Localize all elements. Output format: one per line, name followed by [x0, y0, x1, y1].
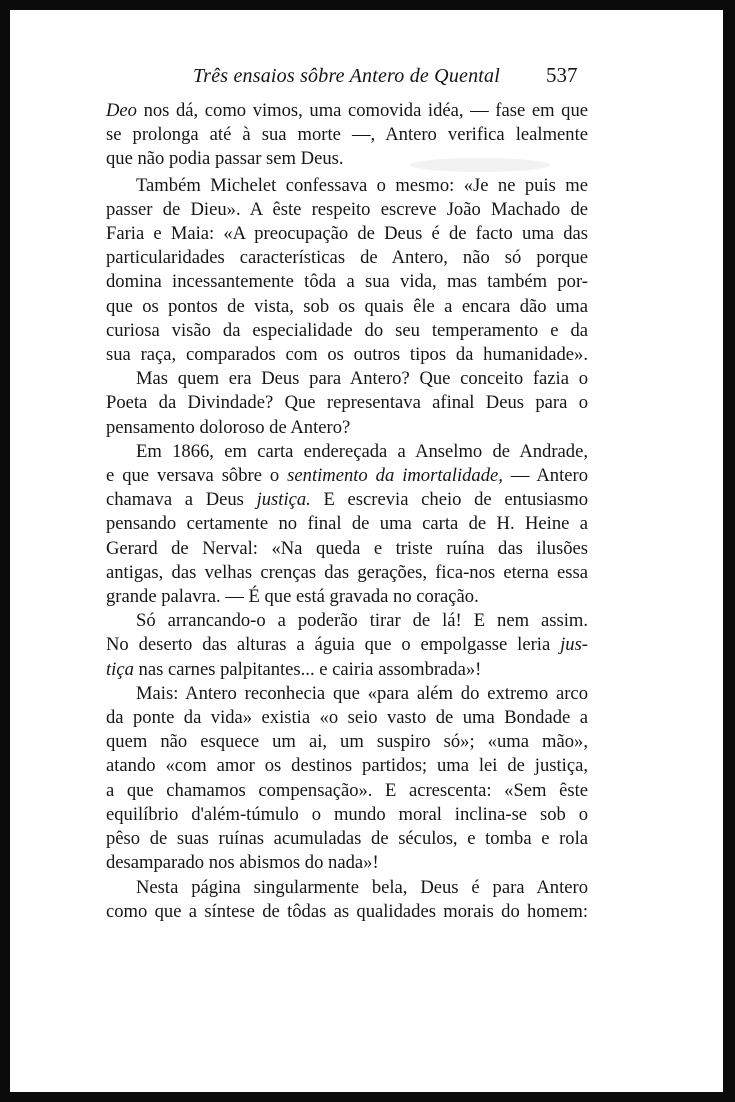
- text-line: Nesta página singularmente bela, Deus é para Antero: [136, 876, 588, 898]
- text-line: se prolonga até à sua morte —, Antero verifica lealmente: [106, 124, 588, 146]
- body-text: [106, 99, 588, 924]
- text-line: grande palavra. — É que está gravada no coração.: [106, 586, 479, 608]
- text-line: [106, 658, 588, 682]
- italic-text: justiça.: [256, 489, 311, 511]
- text-line: atando «com amor os destinos partidos; uma lei de justiça,: [106, 755, 588, 777]
- page-header: [10, 63, 723, 95]
- text-line: pêso de suas ruínas acumuladas de séculos, e tomba e rola: [106, 828, 588, 850]
- scan-smudge: [410, 158, 550, 172]
- italic-text: sentimento da imortalidade,: [287, 465, 503, 487]
- paragraph: [106, 609, 588, 682]
- text-line: quem não esquece um ai, um suspiro só»; «uma mão»,: [106, 731, 588, 753]
- text-line: Poeta da Divindade? Que representava afinal Deus para o: [106, 392, 588, 414]
- text-run: nas carnes palpitantes... e cairia assombrada»!: [133, 658, 482, 680]
- text-line: [106, 609, 588, 633]
- text-line: [106, 488, 588, 512]
- italic-text: tiça: [106, 658, 134, 680]
- italic-text: Deo: [106, 100, 137, 121]
- text-line: Faria e Maia: «A preocupação de Deus é de facto uma das: [106, 223, 588, 245]
- text-line: desamparado nos abismos do nada»!: [106, 852, 379, 874]
- text-line: da ponte da vida» existia «o seio vasto de uma Bondade a: [106, 707, 588, 729]
- paragraph: [106, 682, 588, 876]
- running-title: Três ensaios sôbre Antero de Quental: [193, 65, 501, 87]
- text-line: [106, 464, 588, 488]
- text-line: Em 1866, em carta endereçada a Anselmo de Andrade,: [136, 440, 588, 462]
- text-line: pensando certamente no final de uma carta de H. Heine a: [106, 513, 588, 535]
- paragraph: [106, 174, 588, 368]
- text-line: Também Michelet confessava o mesmo: «Je ne puis me: [136, 174, 588, 196]
- paragraph: [106, 876, 588, 924]
- paragraph: [106, 440, 588, 609]
- text-line: curiosa visão da especialidade do seu temperamento e da: [106, 319, 588, 341]
- text-run: E escrevia cheio de entusiasmo: [310, 489, 588, 511]
- text-line: equilíbrio d'além-túmulo o mundo moral inclina-se sob o: [106, 803, 588, 825]
- text-line: pensamento doloroso de Antero?: [106, 416, 351, 438]
- text-run: e que versava sôbre o: [106, 465, 288, 487]
- text-line: sua raça, comparados com os outros tipos da humanidade».: [106, 344, 588, 366]
- italic-text: jus-: [560, 634, 588, 656]
- text-line: Mais: Antero reconhecia que «para além do extremo arco: [136, 682, 588, 704]
- text-line: passer de Dieu». A êste respeito escreve João Machado de: [106, 198, 588, 220]
- text-line: como que a síntese de tôdas as qualidades morais do homem:: [106, 900, 588, 922]
- paragraph: [106, 367, 588, 440]
- text-line: particularidades características de Antero, não só porque: [106, 247, 588, 269]
- text-run: No deserto das alturas a águia que o empolgasse leria: [106, 634, 561, 656]
- book-page: [10, 10, 723, 1092]
- text-line: [106, 633, 588, 657]
- text-line: que os pontos de vista, sob os quais êle a encara dão uma: [106, 295, 588, 317]
- text-line: a que chamamos compensação». E acrescenta: «Sem êste: [106, 779, 588, 801]
- text-line: Gerard de Nerval: «Na queda e triste ruína das ilusões: [106, 537, 588, 559]
- text-line: domina incessantemente tôda a sua vida, mas também por-: [106, 271, 588, 293]
- text-line: [106, 99, 588, 123]
- text-run: chamava a Deus: [106, 489, 257, 511]
- text-line: que não podia passar sem Deus.: [106, 148, 344, 170]
- text-run: nos dá, como vimos, uma comovida idéa, — fase em que: [136, 100, 588, 121]
- text-line: antigas, das velhas crenças das gerações, fica-nos eterna essa: [106, 561, 588, 583]
- page-number: 537: [546, 63, 578, 87]
- text-line: Mas quem era Deus para Antero? Que conceito fazia o: [136, 368, 588, 390]
- text-run: — Antero: [502, 465, 588, 487]
- text-run: Só arrancando-o a poderão tirar de lá! E nem assim.: [136, 610, 588, 632]
